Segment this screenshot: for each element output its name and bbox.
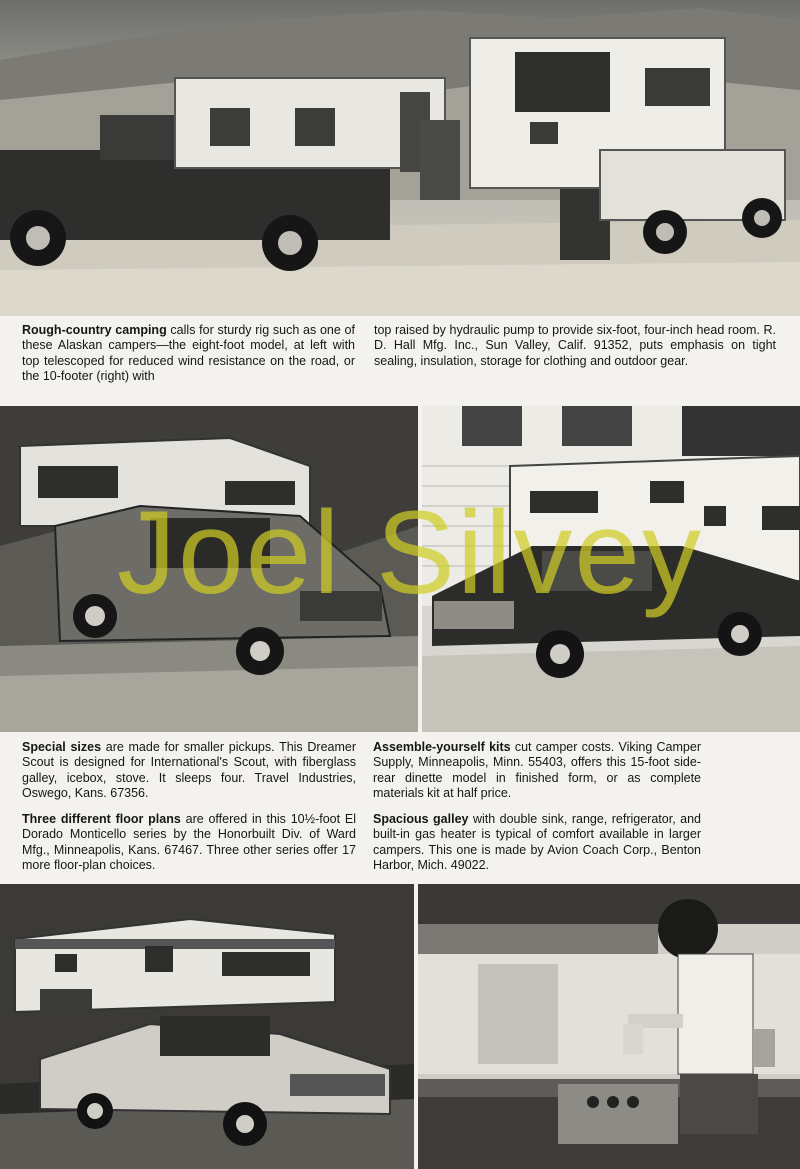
photo-el-dorado-camper xyxy=(0,884,414,1169)
caption-rough-country: Rough-country camping calls for sturdy rig such as one of these Alaskan campers—the eight-foot model, at left with top telescoped for reduced wind resistance on the road, or the 10-footer (right) with xyxy=(22,323,355,383)
caption-assemble-kits: Assemble-yourself kits cut camper costs. Viking Camper Supply, Minneapolis, Minn. 55403, offers this 15-foot side-rear dinette model in finished form, or as complete materials kit at half price. xyxy=(373,740,701,800)
photo-viking-camper xyxy=(422,406,800,732)
photo-dreamer-scout xyxy=(0,406,418,732)
caption-floor-plans: Three different floor plans are offered in this 10½-foot El Dorado Monticello series by the Honorbuilt Div. of Ward Mfg., Minneapolis, Kans. 67467. Three other series offer 17 more floor-plan choices. xyxy=(22,812,356,872)
photo-avion-galley xyxy=(418,884,800,1169)
caption-spacious-galley: Spacious galley with double sink, range, refrigerator, and built-in gas heater is typical of comfort available in larger campers. This one is made by Avion Coach Corp., Benton Harbor, Mich. 49022. xyxy=(373,812,701,872)
photo-alaskan-campers xyxy=(0,0,800,316)
watermark-text: Joel Silvey xyxy=(116,487,703,619)
caption-hall-mfg: top raised by hydraulic pump to provide six-foot, four-inch head room. R. D. Hall Mfg. Inc., Sun Valley, Calif. 91352, puts emphasis on tight sealing, insulation, storage for clothing and outdoor gear. xyxy=(374,323,776,368)
caption-special-sizes: Special sizes are made for smaller pickups. This Dreamer Scout is designed for International's Scout, with fiberglass galley, icebox, stove. It sleeps four. Travel Industries, Oswego, Kans. 67356. xyxy=(22,740,357,800)
